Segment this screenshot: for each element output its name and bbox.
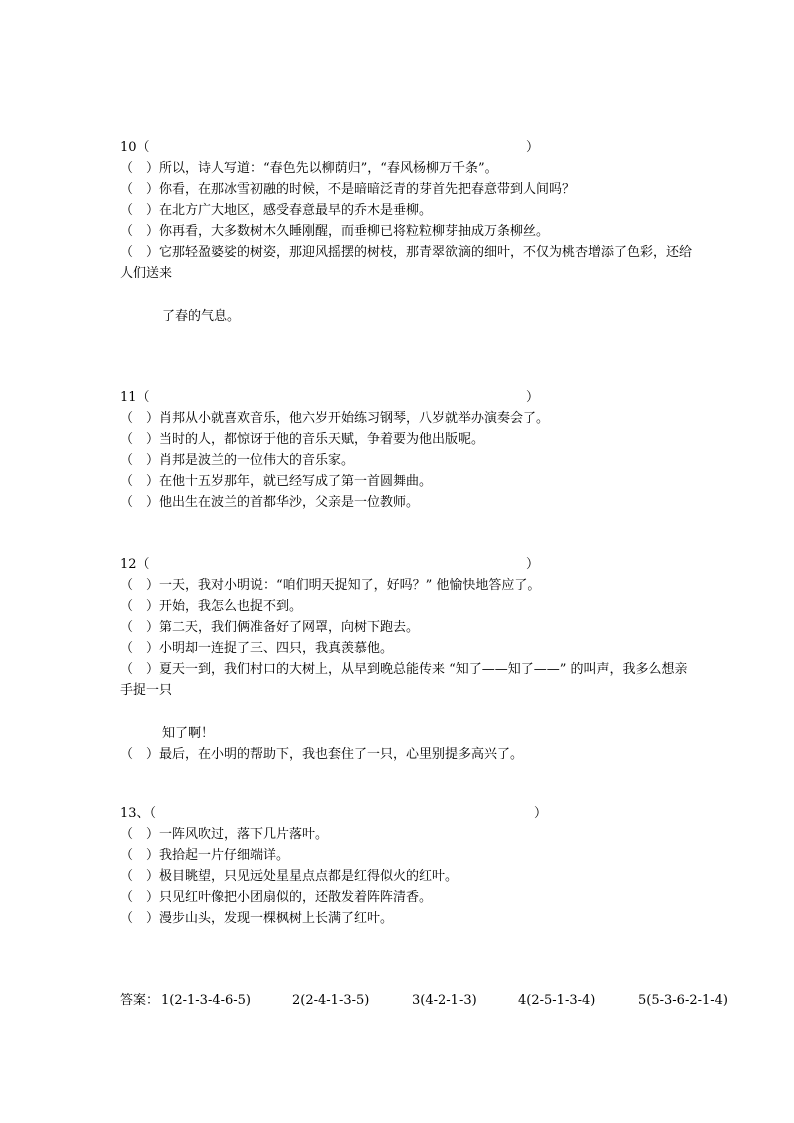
- sentence-item: （ ）开始，我怎么也捉不到。: [120, 599, 303, 614]
- sentence-item: （ ）所以，诗人写道：“春色先以柳荫归”，“春风杨柳万千条”。: [120, 161, 498, 176]
- answer-item: 2(2-4-1-3-5): [292, 993, 370, 1008]
- sentence-item: （ ）一阵风吹过，落下几片落叶。: [120, 827, 329, 842]
- question-number: 11（: [120, 390, 150, 405]
- sentence-item: （ ）漫步山头，发现一棵枫树上长满了红叶。: [120, 911, 394, 926]
- answer-item: 1(2-1-3-4-6-5): [161, 993, 252, 1008]
- answer-item: 4(2-5-1-3-4): [518, 993, 596, 1008]
- question-13: [120, 803, 700, 929]
- question-number: 12（: [120, 557, 150, 572]
- sentence-item: （ ）小明却一连捉了三、四只，我真羡慕他。: [120, 641, 394, 656]
- sentence-item: （ ）当时的人，都惊讶于他的音乐天赋，争着要为他出版呢。: [120, 432, 485, 447]
- sentence-item: （ ）我拾起一片仔细端详。: [120, 848, 290, 863]
- sentence-item: （ ）第二天，我们俩准备好了网罩，向树下跑去。: [120, 620, 420, 635]
- sentence-item: （ ）它那轻盈婆娑的树姿，那迎风摇摆的树枝，那青翠欲滴的细叶，不仅为桃杏增添了色彩，还给人们送来: [120, 245, 693, 281]
- sentence-item: （ ）最后，在小明的帮助下，我也套住了一只，心里别提多高兴了。: [120, 747, 524, 762]
- sentence-item: （ ）在北方广大地区，感受春意最早的乔木是垂柳。: [120, 203, 433, 218]
- answer-blank-close: ）: [526, 557, 540, 572]
- answer-key-label: 答案：: [120, 993, 160, 1008]
- question-header: [120, 803, 700, 824]
- question-header: [120, 554, 700, 575]
- sentence-item: （ ）肖邦是波兰的一位伟大的音乐家。: [120, 453, 355, 468]
- sentence-item: （ ）他出生在波兰的首都华沙，父亲是一位教师。: [120, 495, 420, 510]
- answer-blank-close: ）: [534, 806, 548, 821]
- question-number: 13、（: [120, 806, 157, 821]
- sentence-item: （ ）夏天一到，我们村口的大树上，从早到晚总能传来 “知了——知了——” 的叫声，我多么想亲手捉一只: [120, 662, 688, 698]
- answer-blank-close: ）: [526, 140, 540, 155]
- sentence-continuation: 知了啊！: [162, 726, 215, 741]
- question-header: [120, 387, 700, 408]
- answer-blank-close: ）: [526, 390, 540, 405]
- answer-item: 5(5-3-6-2-1-4): [638, 993, 729, 1008]
- question-number: 10（: [120, 140, 150, 155]
- sentence-item: （ ）只见红叶像把小团扇似的，还散发着阵阵清香。: [120, 890, 433, 905]
- sentence-item: （ ）一天，我对小明说：“咱们明天捉知了，好吗？” 他愉快地答应了。: [120, 578, 541, 593]
- question-10: [120, 137, 700, 327]
- sentence-continuation: 了春的气息。: [162, 309, 241, 324]
- sentence-item: （ ）在他十五岁那年，就已经写成了第一首圆舞曲。: [120, 474, 433, 489]
- sentence-item: （ ）你看，在那冰雪初融的时候，不是暗暗泛青的芽首先把春意带到人间吗？: [120, 182, 576, 197]
- sentence-item: （ ）肖邦从小就喜欢音乐，他六岁开始练习钢琴，八岁就举办演奏会了。: [120, 411, 550, 426]
- sentence-item: （ ）极目眺望，只见远处星星点点都是红得似火的红叶。: [120, 869, 459, 884]
- question-11: [120, 387, 700, 513]
- sentence-item: （ ）你再看，大多数树木久睡刚醒，而垂柳已将粒粒柳芽抽成万条柳丝。: [120, 224, 550, 239]
- question-header: [120, 137, 700, 158]
- question-12: [120, 554, 700, 765]
- answer-item: 3(4-2-1-3): [412, 993, 477, 1008]
